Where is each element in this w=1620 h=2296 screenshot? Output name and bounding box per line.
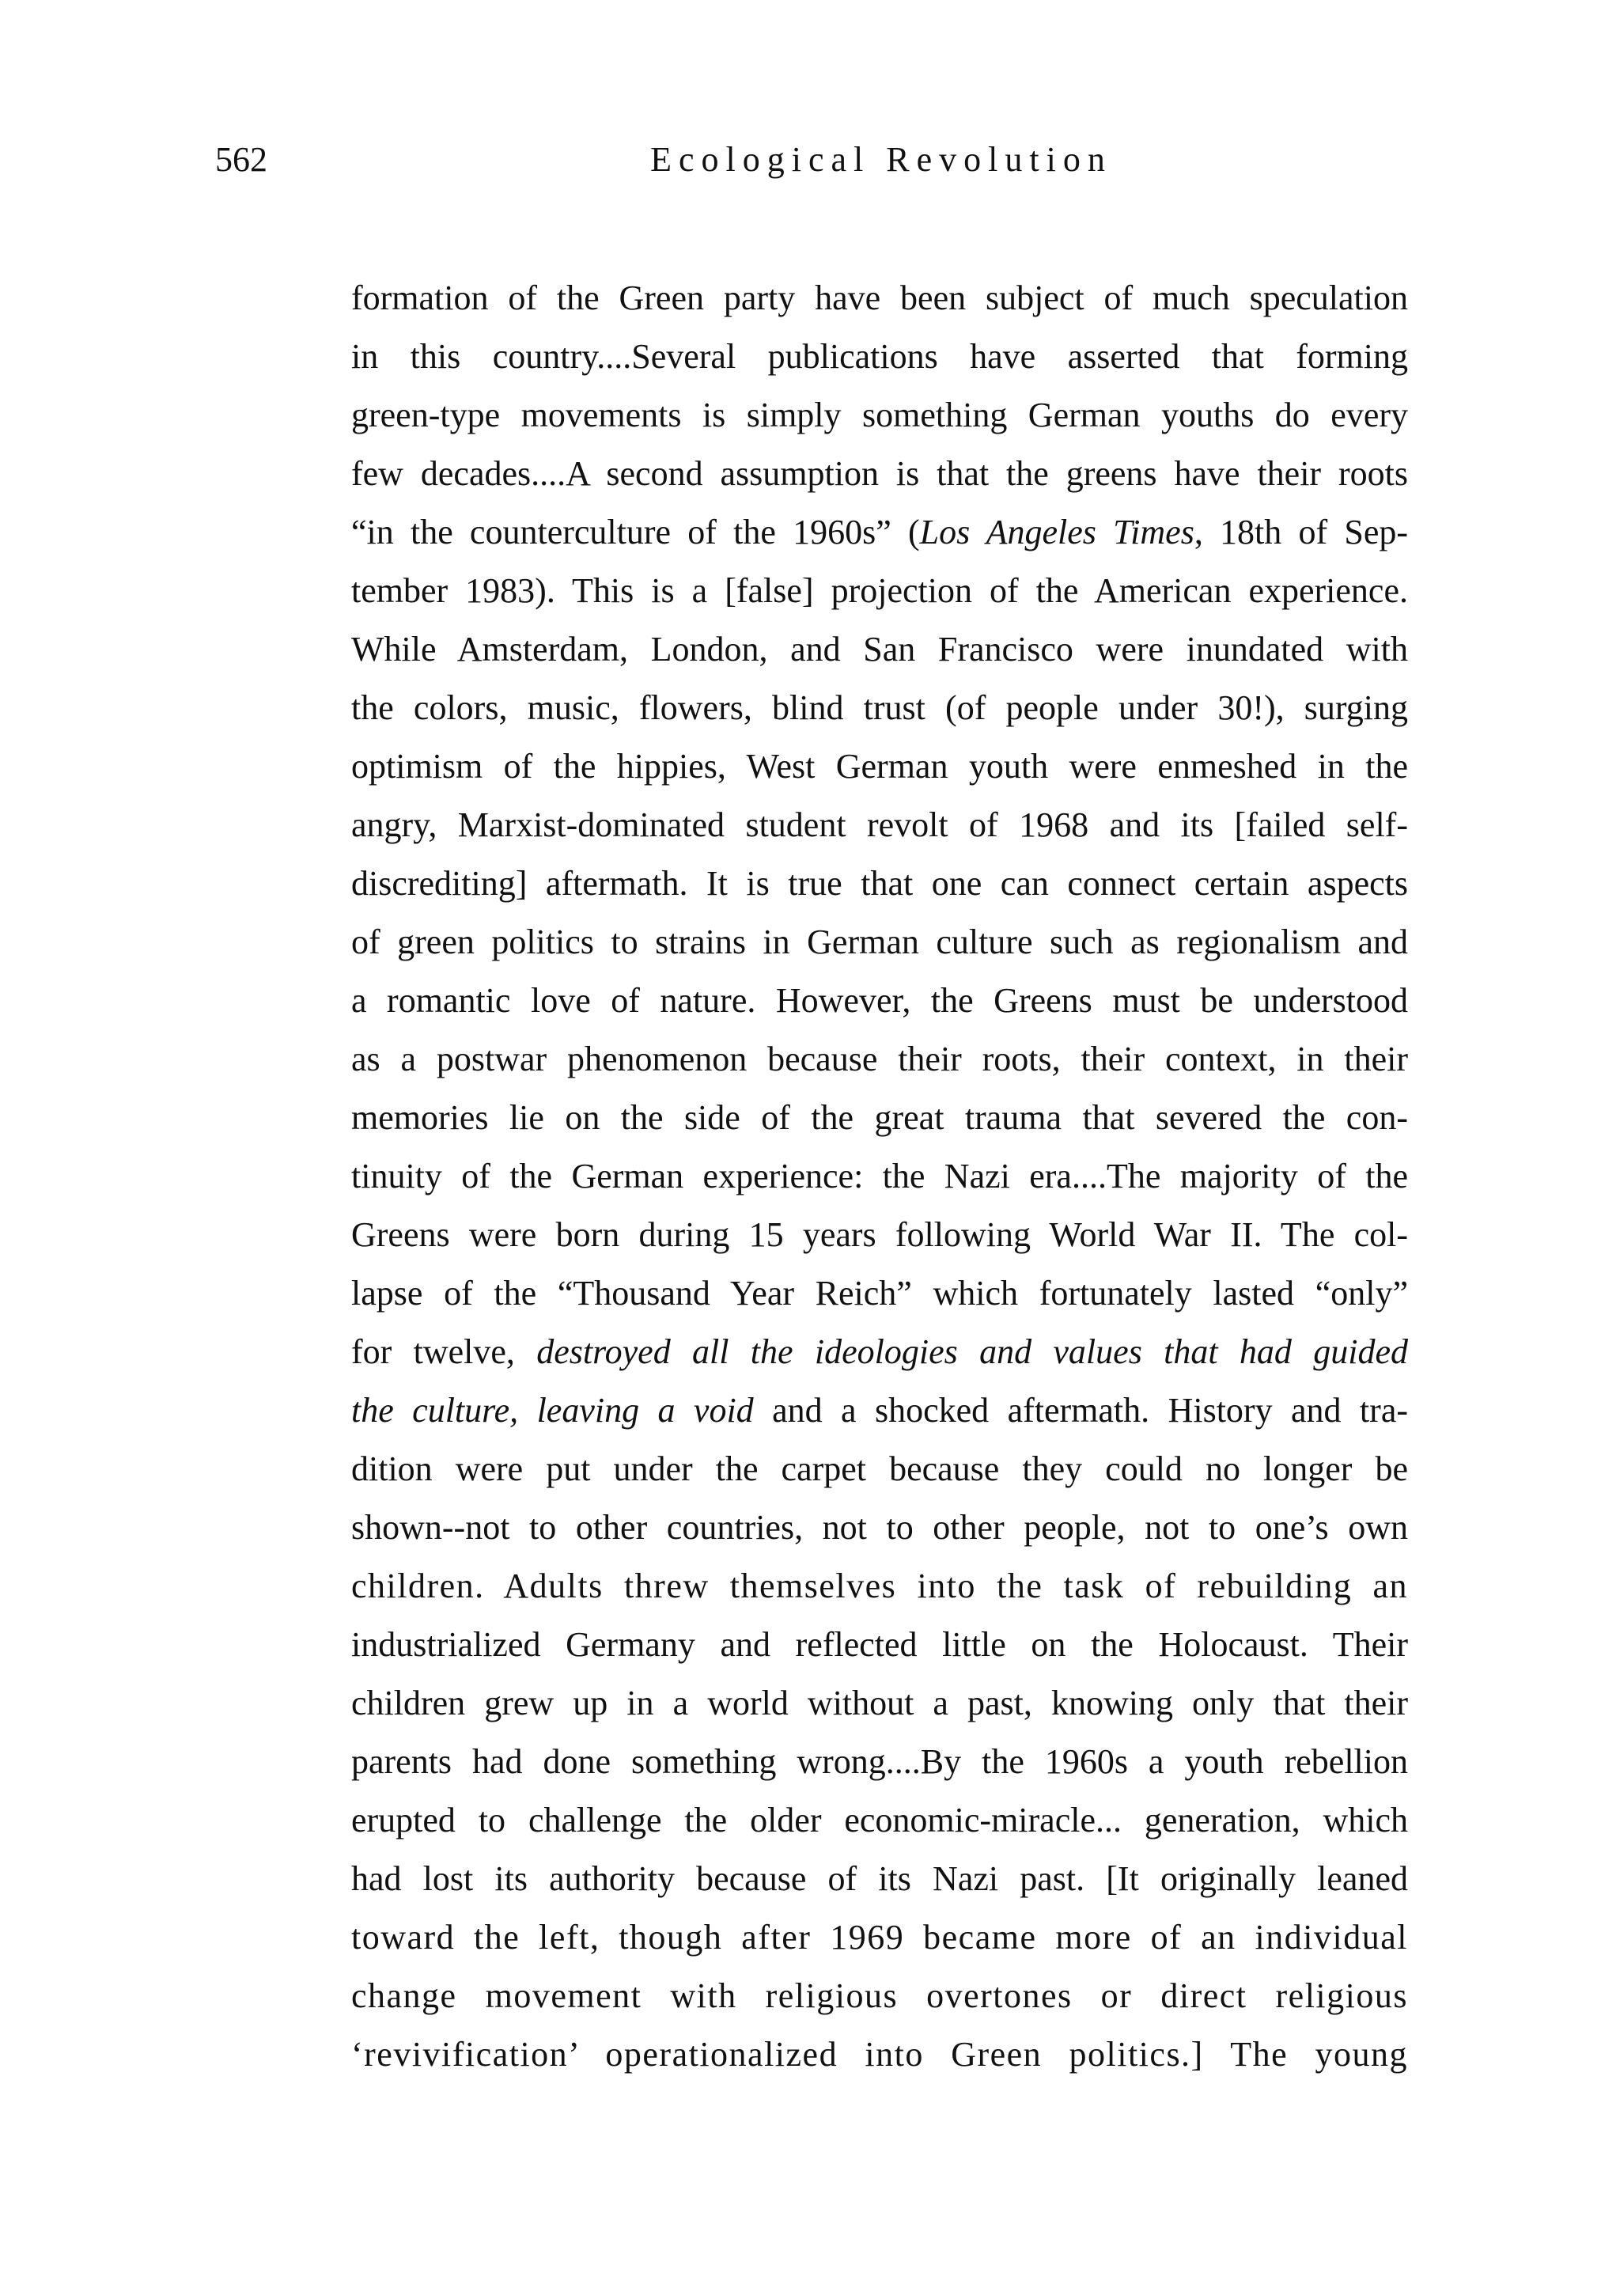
text-line: memories lie on the side of the great trauma that severed the con- bbox=[351, 1098, 1408, 1137]
text-run: , 18th of Sep- bbox=[1194, 513, 1408, 551]
text-run: for twelve, bbox=[351, 1332, 537, 1371]
text-line: angry, Marxist-dominated student revolt of 1968 and its [failed self- bbox=[351, 805, 1408, 844]
text-line: While Amsterdam, London, and San Francisco were inundated with bbox=[351, 630, 1408, 669]
text-line: few decades....A second assumption is that the greens have their roots bbox=[351, 454, 1408, 493]
text-line: tinuity of the German experience: the Nazi era....The majority of the bbox=[351, 1157, 1408, 1195]
text-line: lapse of the “Thousand Year Reich” which fortunately lasted “only” bbox=[351, 1274, 1408, 1313]
italic-emphasis: destroyed all the ideologies and values that had guided bbox=[536, 1332, 1408, 1371]
text-line: children. Adults threw themselves into the task of rebuilding an bbox=[351, 1567, 1408, 1605]
text-run: “in the counterculture of the 1960s” ( bbox=[351, 513, 920, 551]
text-line: industrialized Germany and reflected little on the Holocaust. Their bbox=[351, 1625, 1408, 1664]
text-line: in this country....Several publications have asserted that forming bbox=[351, 337, 1408, 376]
italic-citation: Los Angeles Times bbox=[919, 513, 1194, 551]
text-line: toward the left, though after 1969 became more of an individual bbox=[351, 1918, 1408, 1957]
text-run: and a shocked aftermath. History and tra- bbox=[753, 1391, 1408, 1430]
text-line: of green politics to strains in German culture such as regionalism and bbox=[351, 923, 1408, 961]
text-line: erupted to challenge the older economic-miracle... generation, which bbox=[351, 1801, 1408, 1839]
text-line: as a postwar phenomenon because their roots, their context, in their bbox=[351, 1040, 1408, 1078]
italic-emphasis: the culture, leaving a void bbox=[351, 1391, 754, 1430]
text-line bbox=[351, 503, 1408, 562]
text-line: shown--not to other countries, not to other people, not to one’s own bbox=[351, 1508, 1408, 1547]
body-text bbox=[351, 269, 1408, 2084]
text-line: green-type movements is simply something German youths do every bbox=[351, 396, 1408, 434]
page-number: 562 bbox=[215, 140, 267, 179]
text-line bbox=[351, 1381, 1408, 1440]
text-line: dition were put under the carpet because they could no longer be bbox=[351, 1449, 1408, 1488]
text-line: formation of the Green party have been subject of much speculation bbox=[351, 278, 1408, 317]
text-line bbox=[351, 1323, 1408, 1381]
text-line: a romantic love of nature. However, the Greens must be understood bbox=[351, 981, 1408, 1020]
text-line: discrediting] aftermath. It is true that one can connect certain aspects bbox=[351, 864, 1408, 903]
text-line: optimism of the hippies, West German youth were enmeshed in the bbox=[351, 747, 1408, 786]
text-line: parents had done something wrong....By the 1960s a youth rebellion bbox=[351, 1742, 1408, 1781]
text-line: had lost its authority because of its Nazi past. [It originally leaned bbox=[351, 1859, 1408, 1898]
text-line: ‘revivification’ operationalized into Green politics.] The young bbox=[351, 2035, 1408, 2074]
text-line: Greens were born during 15 years following World War II. The col- bbox=[351, 1215, 1408, 1254]
text-line: tember 1983). This is a [false] projection of the American experience. bbox=[351, 571, 1408, 610]
running-head-title: Ecological Revolution bbox=[650, 140, 1112, 179]
text-line: children grew up in a world without a past, knowing only that their bbox=[351, 1684, 1408, 1722]
text-line: change movement with religious overtones or direct religious bbox=[351, 1976, 1408, 2015]
text-line: the colors, music, flowers, blind trust (of people under 30!), surging bbox=[351, 688, 1408, 727]
